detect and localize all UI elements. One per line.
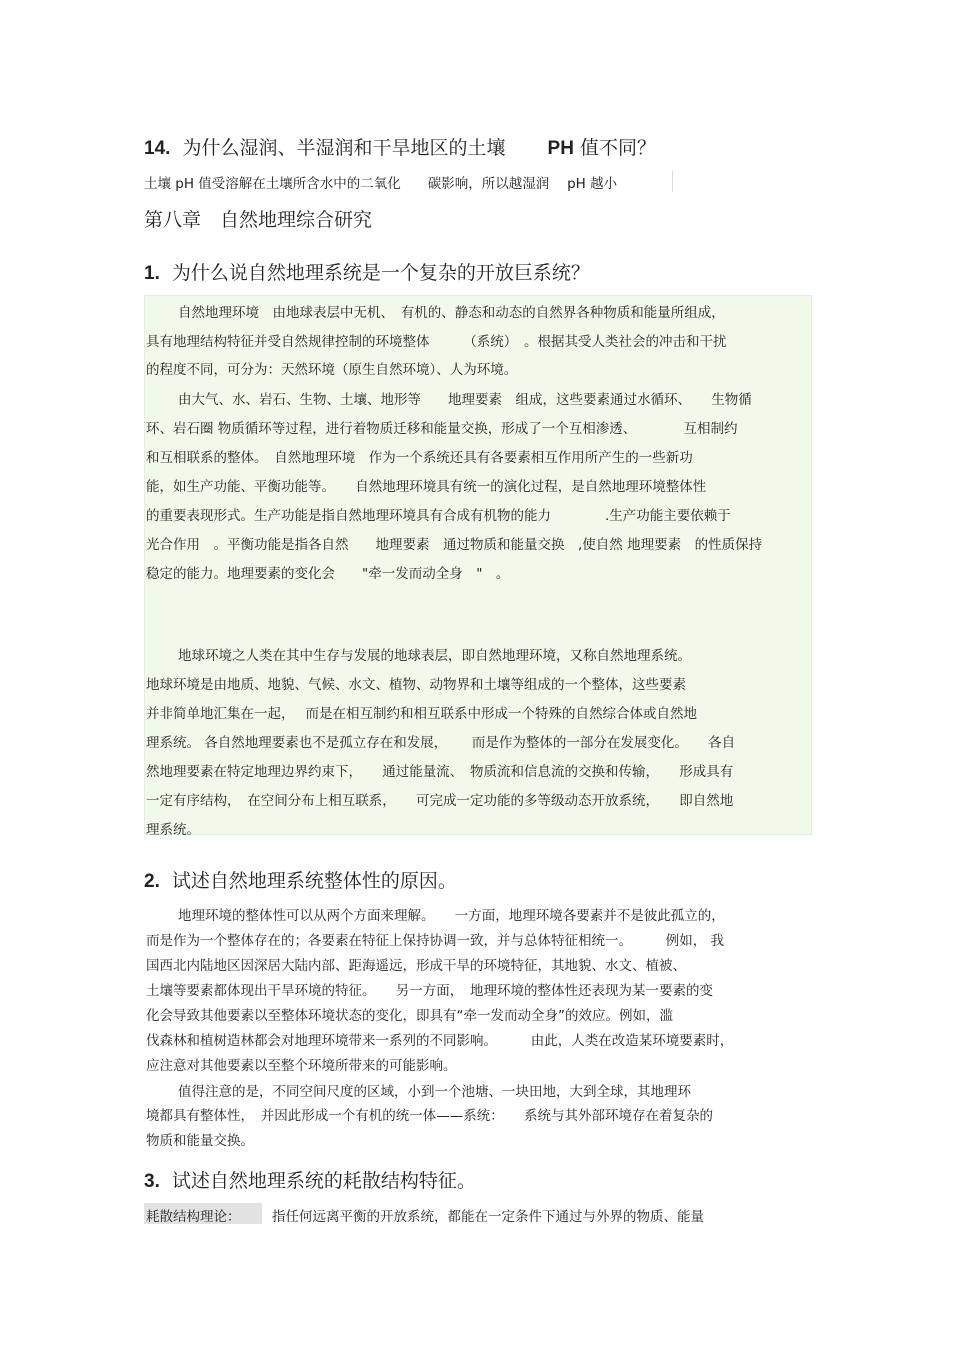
paragraph-line: 地理环境的整体性可以从两个方面来理解。 一方面，地理环境各要素并不是彼此孤立的， — [178, 908, 725, 924]
paragraph-line: 的重要表现形式。生产功能是指自然地理环境具有合成有机物的能力 .生产功能主要依赖于 — [146, 508, 731, 524]
paragraph-line: 稳定的能力。地理要素的变化会 "牵一发而动全身 " 。 — [146, 566, 510, 582]
paragraph-line: 理系统。 — [146, 822, 200, 838]
question-number: 2. — [144, 871, 160, 892]
paragraph-line: 值得注意的是，不同空间尺度的区域，小到一个池塘、一块田地，大到全球，其地理环 — [178, 1084, 691, 1100]
paragraph-line: 指任何远离平衡的开放系统，都能在一定条件下通过与外界的物质、能量 — [272, 1209, 704, 1225]
question-text: 试述自然地理系统整体性的原因。 — [171, 870, 457, 892]
paragraph-line: 能，如生产功能、平衡功能等。 自然地理环境具有统一的演化过程，是自然地理环境整体性 — [146, 479, 707, 495]
question-1-heading — [144, 258, 590, 285]
paragraph-line: 伐森林和植树造林都会对地理环境带来一系列的不同影响。 由此，人类在改造某环境要素时， — [146, 1033, 734, 1049]
paragraph-line: 的程度不同，可分为：天然环境（原生自然环境）、人为环境。 — [146, 362, 518, 378]
paragraph-line: 光合作用 。平衡功能是指各自然 地理要素 通过物质和能量交换 ,使自然 地理要素 的性质保持 — [146, 537, 763, 553]
question-number: 14. — [144, 138, 171, 159]
line-divider — [672, 170, 673, 192]
paragraph-line: 并非简单地汇集在一起， 而是在相互制约和相互联系中形成一个特殊的自然综合体或自然地 — [146, 706, 698, 722]
question-text: 为什么湿润、半湿润和干旱地区的土壤 — [182, 137, 506, 159]
question-number: 3. — [144, 1171, 160, 1192]
paragraph-line: 理系统。 各自然地理要素也不是孤立存在和发展， 而是作为整体的一部分在发展变化。 各自 — [146, 735, 736, 751]
paragraph-line: 具有地理结构特征并受自然规律控制的环境整体 （系统） 。根据其受人类社会的冲击和干扰 — [146, 334, 727, 350]
question-3-heading — [144, 1166, 476, 1193]
paragraph-line: 地球环境之人类在其中生存与发展的地球表层，即自然地理环境，又称自然地理系统。 — [178, 648, 691, 664]
paragraph-line: 然地理要素在特定地理边界约束下， 通过能量流、 物质流和信息流的交换和传输， 形成具有 — [146, 764, 734, 780]
paragraph-line: 物质和能量交换。 — [146, 1133, 254, 1149]
paragraph-line: 境都具有整体性， 并因此形成一个有机的统一体——系统： 系统与其外部环境存在着复杂的 — [146, 1108, 713, 1124]
question-text: 为什么说自然地理系统是一个复杂的开放巨系统？ — [171, 262, 590, 284]
paragraph-line: 环、岩石圈 物质循环等过程，进行着物质迁移和能量交换，形成了一个互相渗透、 互相制约 — [146, 421, 738, 437]
ph-label: PH — [547, 138, 574, 159]
question-text: 试述自然地理系统的耗散结构特征。 — [171, 1170, 476, 1192]
paragraph-line: 化会导致其他要素以至整体环境状态的变化，即具有“牵一发而动全身”的效应。例如，滥 — [146, 1008, 673, 1024]
question-tail: 值不同？ — [579, 137, 656, 159]
question-14-answer: 土壤 pH 值受溶解在土壤所含水中的二氧化 碳影响，所以越湿润 pH 越小 — [144, 176, 618, 192]
paragraph-line: 而是作为一个整体存在的；各要素在特征上保持协调一致，并与总体特征相统一。 例如， 我 — [146, 933, 725, 949]
paragraph-line: 土壤等要素都体现出干旱环境的特征。 另一方面， 地理环境的整体性还表现为某一要素的变 — [146, 983, 713, 999]
paragraph-line: 一定有序结构， 在空间分布上相互联系， 可完成一定功能的多等级动态开放系统， 即自然地 — [146, 793, 734, 809]
paragraph-line: 国西北内陆地区因深居大陆内部、距海遥远，形成干旱的环境特征，其地貌、水文、植被、 — [146, 958, 686, 974]
highlighted-term: 耗散结构理论： — [146, 1209, 241, 1225]
question-14-heading — [144, 133, 656, 160]
paragraph-line: 地球环境是由地质、地貌、气候、水文、植物、动物界和土壤等组成的一个整体，这些要素 — [146, 677, 686, 693]
chapter-title: 第八章 自然地理综合研究 — [144, 209, 373, 231]
paragraph-line: 和互相联系的整体。 自然地理环境 作为一个系统还具有各要素相互作用所产生的一些新功 — [146, 450, 693, 466]
paragraph-line: 应注意对其他要素以至整个环境所带来的可能影响。 — [146, 1058, 457, 1074]
question-number: 1. — [144, 263, 160, 284]
question-2-heading — [144, 866, 457, 893]
paragraph-line: 由大气、水、岩石、生物、土壤、地形等 地理要素 组成，这些要素通过水循环、 生物循 — [178, 392, 752, 408]
paragraph-line: 自然地理环境 由地球表层中无机、 有机的、静态和动态的自然界各种物质和能量所组成， — [178, 305, 725, 321]
